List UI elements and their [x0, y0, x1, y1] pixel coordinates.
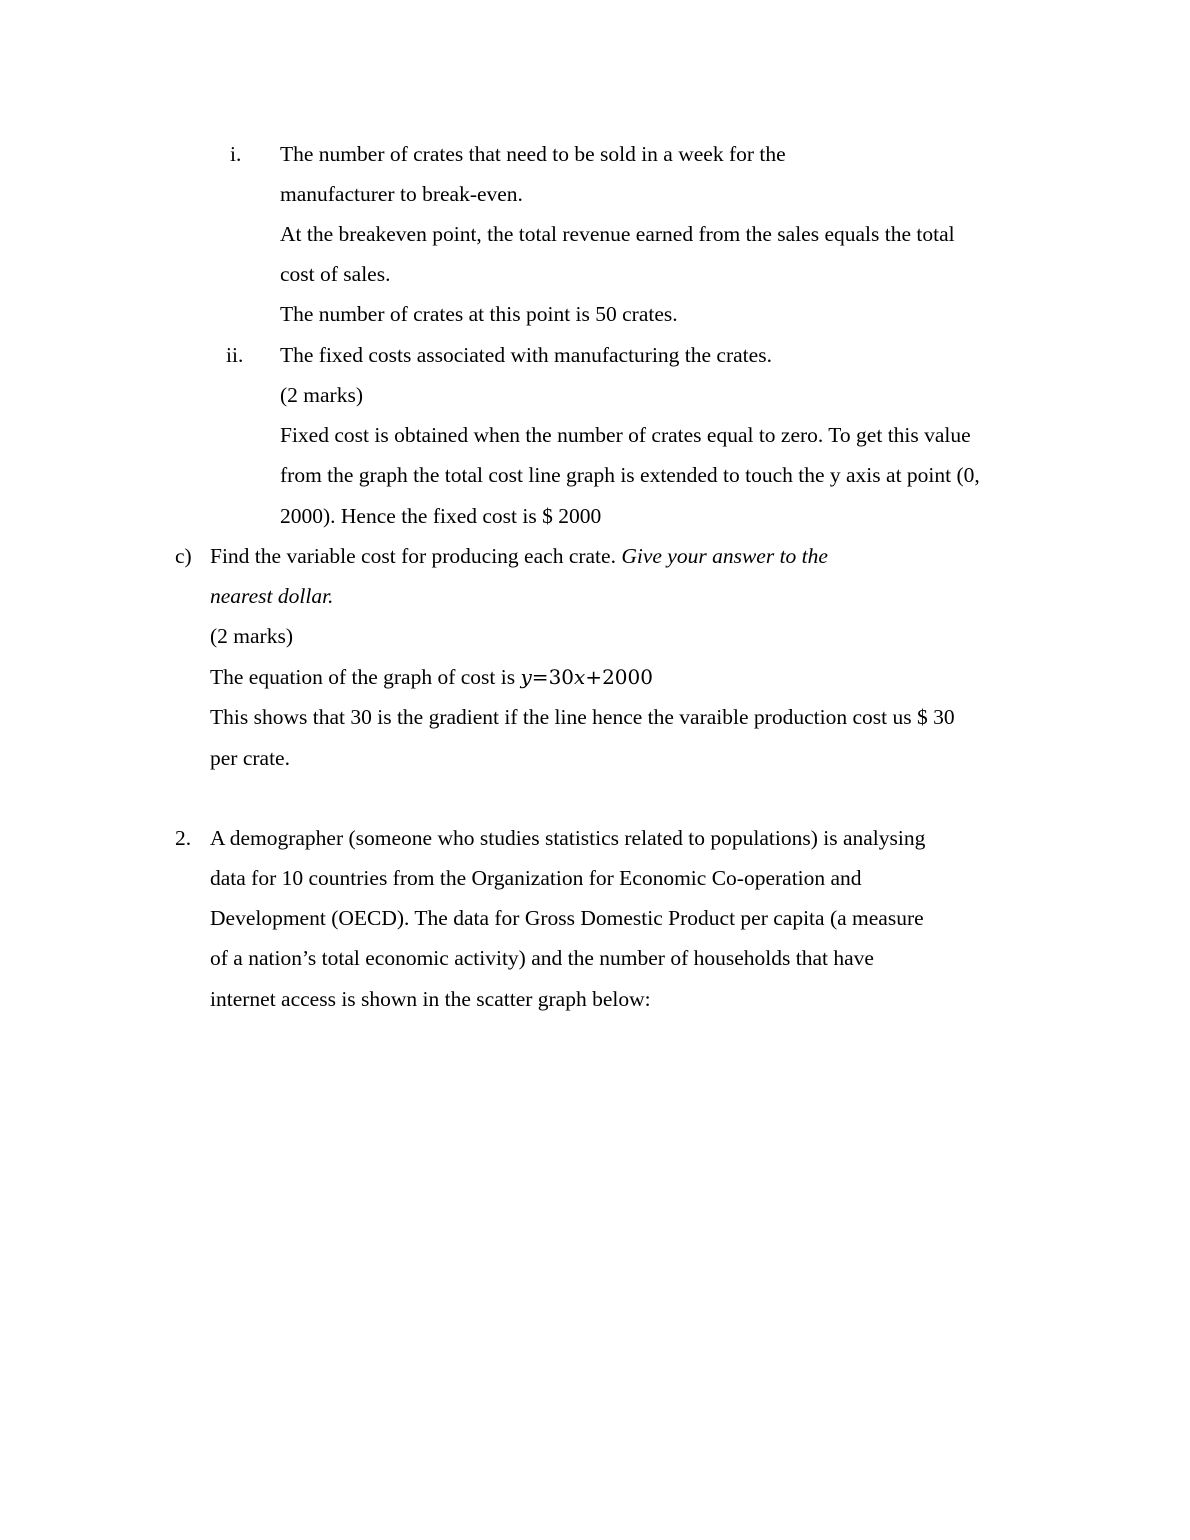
item-ii-marks: (2 marks)	[280, 383, 363, 407]
item-c-equation-prefix: The equation of the graph of cost is	[210, 665, 521, 689]
item-ii-answer-line-1: Fixed cost is obtained when the number of crates equal to zero. To get this value	[280, 423, 971, 447]
item-i-answer-line-2: cost of sales.	[280, 262, 391, 286]
question-2-line-3: Development (OECD). The data for Gross Domestic Product per capita (a measure	[210, 906, 924, 930]
equation-y: y	[520, 665, 532, 689]
question-2-line-1: A demographer (someone who studies statistics related to populations) is analysing	[210, 826, 926, 850]
item-i-question-line-1: The number of crates that need to be sold in a week for the	[280, 142, 786, 166]
equation-equals: =	[531, 665, 549, 689]
list-marker-2: 2.	[175, 826, 192, 850]
item-c-marks: (2 marks)	[210, 624, 293, 648]
item-ii-question-line: The fixed costs associated with manufacturing the crates.	[280, 343, 772, 367]
list-marker-ii: ii.	[226, 343, 244, 367]
cost-equation	[520, 665, 652, 689]
item-c-question-plain: Find the variable cost for producing each crate.	[210, 544, 622, 568]
list-marker-i: i.	[230, 142, 242, 166]
item-i-answer-line-3: The number of crates at this point is 50 crates.	[280, 302, 678, 326]
question-2-line-4: of a nation’s total economic activity) and the number of households that have	[210, 946, 874, 970]
equation-plus: +	[585, 665, 603, 689]
item-c-answer-line-1: This shows that 30 is the gradient if the line hence the varaible production cost us $ 30	[210, 705, 955, 729]
equation-coefficient: 30	[548, 665, 575, 689]
item-c-answer-line-2: per crate.	[210, 746, 290, 770]
item-c-equation-line	[210, 657, 653, 697]
item-ii-answer-line-2: from the graph the total cost line graph is extended to touch the y axis at point (0,	[280, 463, 980, 487]
question-2-line-2: data for 10 countries from the Organization for Economic Co-operation and	[210, 866, 862, 890]
item-c-question-line-1	[210, 536, 828, 576]
item-i-answer-line-1: At the breakeven point, the total revenue earned from the sales equals the total	[280, 222, 955, 246]
item-ii-answer-line-3: 2000). Hence the fixed cost is $ 2000	[280, 504, 602, 528]
equation-constant: 2000	[602, 665, 653, 689]
item-c-question-italic-1: Give your answer to the	[621, 544, 828, 568]
question-2-line-5: internet access is shown in the scatter graph below:	[210, 987, 651, 1011]
item-c-question-italic-2: nearest dollar.	[210, 584, 334, 608]
list-marker-c: c)	[175, 544, 192, 568]
item-c-question-line-2	[210, 576, 333, 616]
equation-x: x	[574, 665, 586, 689]
item-i-question-line-2: manufacturer to break-even.	[280, 182, 523, 206]
